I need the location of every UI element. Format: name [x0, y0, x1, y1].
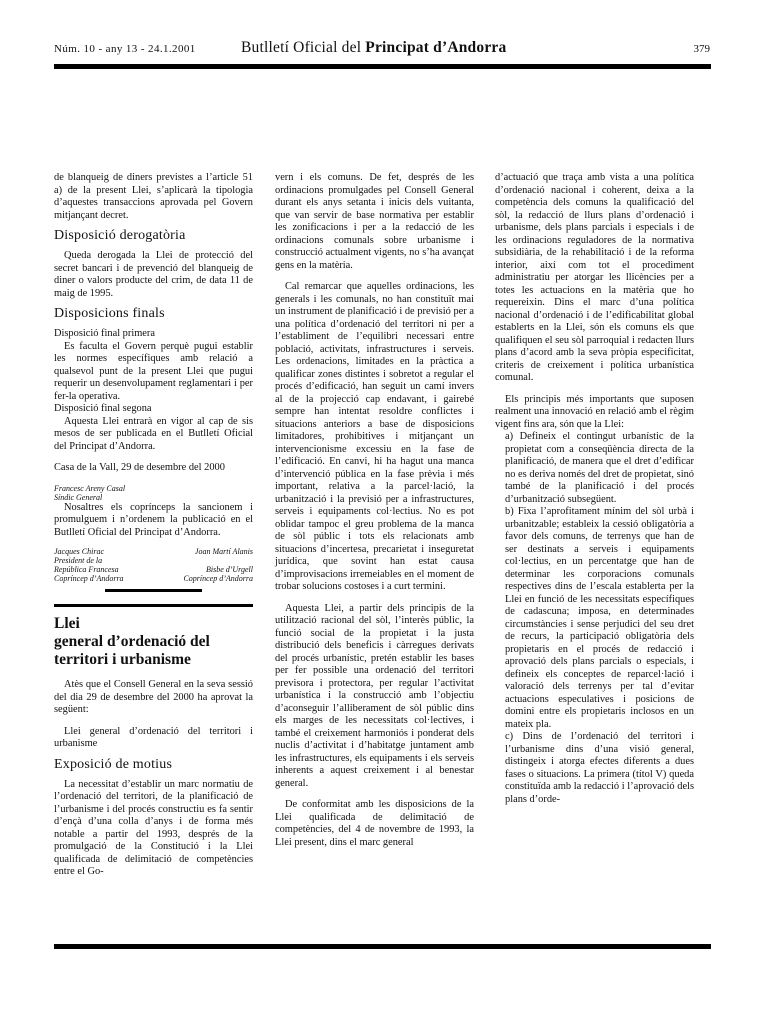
column-3	[495, 172, 694, 806]
subheading: Disposició final segona	[54, 403, 152, 414]
paragraph: Nosaltres els coprínceps la sancionem i promulguem i n’ordenem la publicació en el Butlletí Oficial del Principat d’Andorra.	[54, 501, 253, 538]
section-heading: Exposició de motius	[54, 756, 173, 772]
law-title-line: general d’ordenació del	[54, 633, 210, 650]
paragraph: Queda derogada la Llei de protecció del secret bancari i de prevenció del blanqueig de diner o valors producte del crim, de data 11 de maig de 1995.	[54, 250, 253, 299]
paragraph: d’actuació que traça amb vista a una política d’ordenació nacional i coherent, deixa a la competència dels comuns la qualificació del sòl, la redacció de llurs plans d’ordenació i urbanisme, dels plans parcials i especials i de les ordinacions reguladores de la normativa subsidiària, de la rehabilitació i de la reforma interior, així com tot el procediment administratiu per atorgar les llicències per a totes les actuacions en la matèria que ho requereixin. Dins el marc d’una política nacional d’ordenació i de l’edificabilitat global establerts en la Llei, són els comuns els que qualifiquen el seu sòl parroquial i redacten llurs plans d’acord amb la seva pròpia especificitat, criteris de creixement i política urbanística comunal.	[495, 172, 694, 383]
law-title-line: Llei	[54, 615, 80, 632]
signatory-role: República Francesa	[54, 565, 119, 574]
paragraph: La necessitat d’establir un marc normatiu de l’ordenació del territori, de la planificació de l’urbanisme i del procés constructiu es fa sentir d’ençà d’una colla d’anys i de forma més notable a partir del 1993, després de la promulgació de la Constitució i la Llei qualificada de delimitació de competències entre el Go-	[54, 778, 253, 877]
law-title-line: territori i urbanisme	[54, 651, 191, 668]
place-date: Casa de la Vall, 29 de desembre del 2000	[54, 462, 225, 473]
paragraph: vern i els comuns. De fet, després de les ordinacions promulgades pel Consell General durant els anys setanta i inicis dels vuitanta, que van servir de base normativa per establir les zonificacions i per a la redacció de les ordinacions comunals sobre urbanisme i construcció actualment vigents, no s’ha avançat gens en la matèria.	[275, 172, 474, 271]
signatory-name: Joan Martí Alanis	[194, 547, 253, 556]
paragraph: Aquesta Llei, a partir dels principis de la utilització racional del sòl, l’interès públic, la funció social de la propietat i la justa distribució dels beneficis i càrregues derivats del procés urbanístic, pretén establir les bases per fer possible una ordenació del territori previsora i protectora, per regular l’activitat urbanística i la construcció amb l’objectiu d’aconseguir l’alliberament de sòl públic dins els marges de les necessitats col·lectives, i també el creixement harmoniós i ponderat dels nuclis d’activitat i d’habitatge juntament amb les infrastructures, els equipaments i els serveis inherents a aquest creixement i al benestar general.	[275, 602, 474, 789]
signature-left	[54, 547, 124, 583]
page-number: 379	[693, 43, 710, 55]
signatory-role	[183, 556, 253, 565]
signatory-title: Síndic General	[54, 492, 103, 502]
header-rule	[54, 64, 711, 69]
footer-rule	[54, 944, 711, 949]
signature-right	[183, 547, 253, 583]
sindic-signature	[54, 484, 253, 502]
law-title-rule	[54, 604, 253, 607]
paragraph: Atès que el Consell General en la seva sessió del dia 29 de desembre del 2000 ha aprovat la següent:	[54, 679, 253, 715]
section-heading: Disposició derogatòria	[54, 228, 186, 243]
list-item: b) Fixa l’aprofitament mínim del sòl urbà i urbanitzable; estableix la cessió obligatòria a favor dels comuns, de terrenys que han de ser destinats a serveis i equipaments col·lectius, en un percentatge que han de determinar les corporacions comunals respectives dins de l’escala establerta per la Llei en funció de les necessitats específiques de cadascuna; imposa, en determinades circumstàncies i sense perjudici del seu dret de recurs, la participació obligatòria dels propietaris en el procés de redacció i aprovació dels plans parcials o especials, i defineix els conceptes de reparcel·lació i valoració dels terrenys per tal d’evitar actuacions especulatives i posicions de domini entre els propietaris inclosos en un mateix pla.	[505, 506, 694, 730]
journal-title-bold: Principat d’Andorra	[365, 39, 507, 56]
journal-title-prefix: Butlletí Oficial del	[241, 39, 366, 56]
paragraph: De conformitat amb les disposicions de la Llei qualificada de delimitació de competències, del 4 de novembre de 1993, la Llei present, dins el marc general	[275, 799, 474, 848]
issue-info: Núm. 10 - any 13 - 24.1.2001	[54, 43, 196, 55]
list-item: a) Defineix el contingut urbanístic de la propietat com a conseqüència directa de la planificació, de manera que el dret d’edificar no es deriva només del dret de propietat, sinó també de la planificació i del procés d’urbanització subsegüent.	[505, 431, 694, 505]
signatory-name: Francesc Areny Casal	[54, 483, 126, 493]
column-1	[54, 172, 253, 879]
paragraph: Llei general d’ordenació del territori i urbanisme	[54, 725, 253, 749]
signatory-name: Jacques Chirac	[54, 547, 104, 556]
law-title	[54, 615, 253, 669]
column-2	[275, 172, 474, 849]
paragraph: de blanqueig de diners previstes a l’article 51 a) de la present Llei, s’aplicarà la tipologia d’aquestes transaccions aprovada pel Govern mitjançant decret.	[54, 172, 253, 221]
list-item: c) Dins de l’ordenació del territori i l’urbanisme dins d’una visió general, distingeix i atorga efectes diferents a dues fases o situacions. La primera (títol V) queda constituïda amb la redacció i l’aprovació dels plans d’orde-	[505, 731, 694, 805]
coprinces-signatures	[54, 547, 253, 583]
signatory-role: Copríncep d’Andorra	[54, 574, 124, 583]
paragraph: Cal remarcar que aquelles ordinacions, les generals i les comunals, no han constituït mai un instrument de planificació i de previsió per a una política d’ordenació del territori ni per a l’establiment de l’equilibri necessari entre població, activitats, infrastructures i serveis. Les ordenacions, limitades en la pràctica a qualificar zones distintes i sobretot a regular el procés d’edificació, han seguit un camí invers al de la projecció cap endavant, i gairebé sempre han intentat resoldre conflictes i situacions anteriors a base de disposicions limitadores, prohibitives i mitjançant un intervencionisme excessiu en la fase de l’edificació. En canvi, hi ha hagut una manca d’intervenció pública en la fase prèvia i més important, relativa a la parcel·lació, la urbanització i la previsió per a infrastructures, serveis i equipaments col·lectius. No es pot oblidar tampoc el greu problema de la manca de sòl públic i tots els relacionats amb situacions d’incertesa, precarietat i inseguretat jurídica, que sovint han estat causa d’improvisacions irremeiables en el moment de trobar solucions costoses i a curt termini.	[275, 281, 474, 592]
paragraph: Els principis més importants que suposen realment una innovació en relació amb el règim vigent fins ara, són que la Llei:	[495, 393, 694, 430]
paragraph: Aquesta Llei entrarà en vigor al cap de sis mesos de ser publicada en el Butlletí Oficial del Principat d’Andorra.	[54, 415, 253, 452]
separator-rule	[105, 589, 202, 592]
paragraph: Es faculta el Govern perquè pugui establir les normes específiques amb relació a qualsevol punt de la present Llei que pugui requerir un desenvolupament reglamentari i per fer-la operativa.	[54, 340, 253, 402]
signatory-role: Copríncep d’Andorra	[183, 574, 253, 583]
subheading: Disposició final primera	[54, 328, 155, 339]
journal-title	[241, 39, 506, 57]
page-header	[54, 38, 710, 62]
signatory-role: Bisbe d’Urgell	[205, 565, 253, 574]
section-heading: Disposicions finals	[54, 306, 165, 321]
signatory-role: President de la	[54, 556, 103, 565]
